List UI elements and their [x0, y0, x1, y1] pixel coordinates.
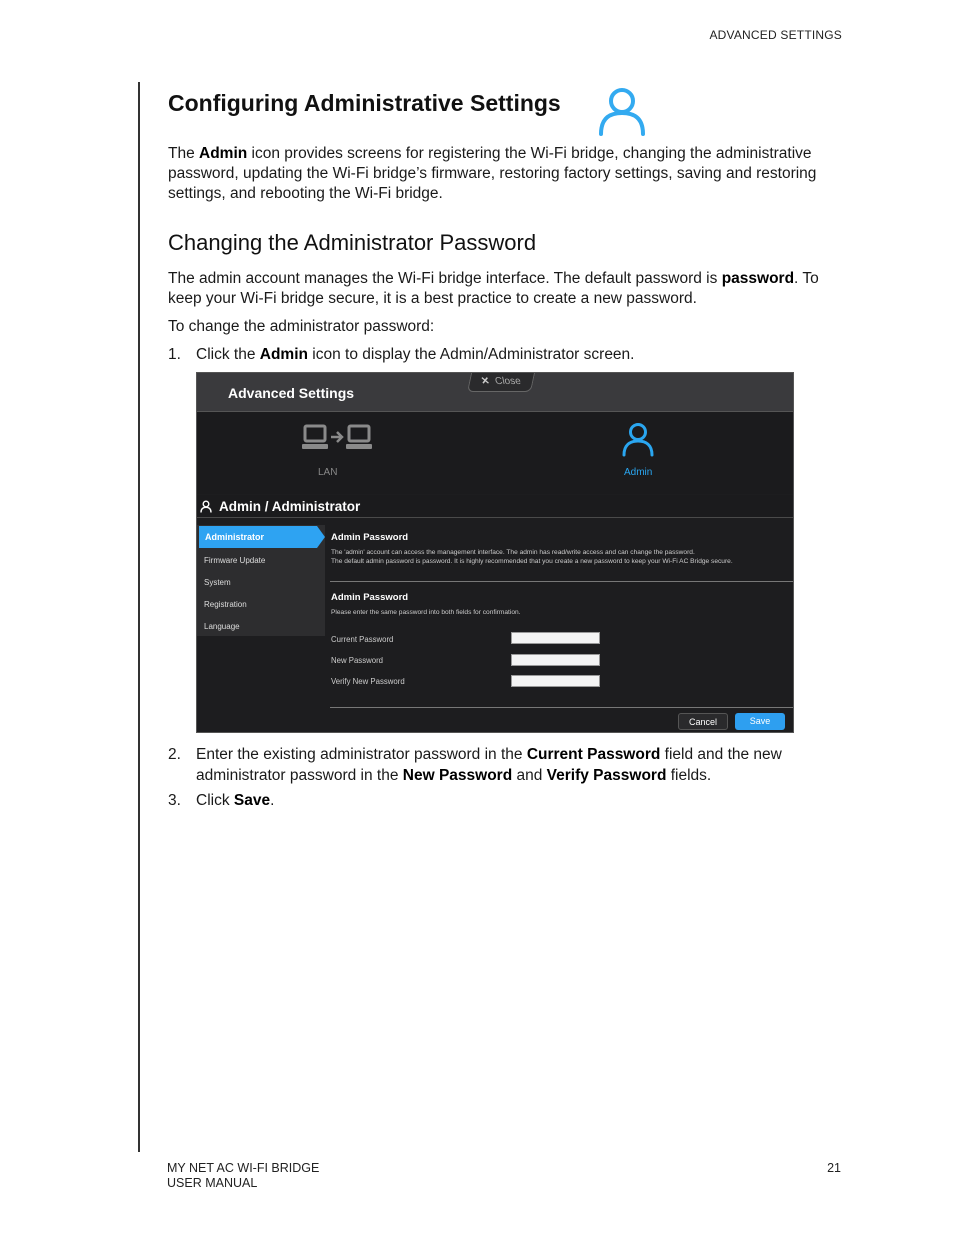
- step-bold: New Password: [402, 767, 513, 784]
- divider: [330, 707, 793, 708]
- sidebar-item-label: Administrator: [205, 532, 265, 542]
- panel-heading: Admin Password: [331, 532, 409, 543]
- verify-password-input[interactable]: [511, 675, 600, 687]
- step-text: .: [270, 792, 275, 809]
- step-bold: Admin: [259, 346, 308, 363]
- intro-bold-admin: Admin: [199, 145, 248, 162]
- step-2: [168, 744, 838, 786]
- current-password-input[interactable]: [511, 632, 600, 644]
- default-password-paragraph: [168, 269, 838, 309]
- new-password-label: New Password: [331, 656, 383, 665]
- footer-doc-name: USER MANUAL: [167, 1176, 258, 1190]
- step-text: icon to display the Admin/Administrator screen.: [307, 346, 635, 363]
- step-text: fields.: [666, 767, 712, 784]
- section-bar: [197, 495, 793, 518]
- new-password-input[interactable]: [511, 654, 600, 666]
- close-button[interactable]: [467, 373, 535, 392]
- step-bold: Verify Password: [546, 767, 667, 784]
- admin-screen-screenshot: [196, 372, 794, 733]
- divider: [330, 581, 793, 582]
- step-text: and: [512, 767, 547, 784]
- para1-text: The admin account manages the Wi-Fi bridge interface. The default password is: [168, 270, 722, 287]
- para1-bold: password: [721, 270, 795, 287]
- sidebar-active-arrow: [317, 526, 325, 548]
- step-text: Enter the existing administrator password in the: [196, 746, 527, 763]
- step-text: Click the: [196, 346, 260, 363]
- current-password-label: Current Password: [331, 635, 394, 644]
- window-header: [197, 373, 793, 412]
- admin-icon[interactable]: [621, 421, 655, 457]
- admin-label: Admin: [624, 467, 653, 478]
- cancel-button[interactable]: Cancel: [678, 713, 728, 730]
- instructions-intro: To change the administrator password:: [168, 318, 435, 335]
- sidebar-item-system[interactable]: System: [204, 578, 231, 587]
- step-bold: Current Password: [526, 746, 661, 763]
- step-3: [168, 790, 838, 811]
- verify-password-label: Verify New Password: [331, 677, 405, 686]
- window-title: Advanced Settings: [228, 385, 355, 401]
- panel-text: The default admin password is password. It is highly recommended that you create a new password to keep your Wi-Fi AC Bridge secure.: [331, 558, 733, 565]
- step-1: [168, 344, 838, 365]
- margin-rule: [138, 82, 140, 1152]
- save-button[interactable]: Save: [735, 713, 785, 730]
- step-number: 2.: [168, 746, 181, 763]
- intro-paragraph: [168, 144, 838, 204]
- panel-text: The 'admin' account can access the management interface. The admin has read/write access and can change the password.: [331, 549, 695, 556]
- intro-text-rest: icon provides screens for registering the Wi-Fi bridge, changing the administrative password, updating the Wi-Fi bridge’s firmware, restoring factory settings, saving and restoring settings, and rebooting the Wi-Fi bridge.: [168, 145, 817, 202]
- step-number: 3.: [168, 792, 181, 809]
- person-icon: [200, 500, 212, 513]
- page-number: 21: [827, 1161, 841, 1175]
- section-title: Configuring Administrative Settings: [168, 90, 561, 116]
- sidebar-item-registration[interactable]: Registration: [204, 600, 247, 609]
- section-title-admin: Admin / Administrator: [219, 499, 361, 514]
- lan-label: LAN: [318, 467, 338, 478]
- icon-bar: [197, 412, 793, 494]
- lan-icon[interactable]: [301, 423, 373, 455]
- step-bold: Save: [233, 792, 271, 809]
- step-text: and the new administrator password in the: [196, 746, 782, 784]
- intro-text: The: [168, 145, 200, 162]
- step-text: Click: [196, 792, 234, 809]
- close-label: Close: [494, 376, 523, 387]
- close-icon: ✕: [480, 376, 492, 387]
- sidebar-item-language[interactable]: Language: [204, 622, 240, 631]
- admin-person-icon: [596, 84, 648, 136]
- footer-product: [167, 1161, 319, 1191]
- footer-product-name: MY NET AC WI-FI BRIDGE: [167, 1161, 320, 1175]
- step-text: field: [660, 746, 694, 763]
- running-header: ADVANCED SETTINGS: [709, 28, 842, 42]
- form-heading: Admin Password: [331, 592, 409, 603]
- subsection-title: Changing the Administrator Password: [168, 230, 537, 255]
- para1-text-rest: . To keep your Wi-Fi bridge secure, it is a best practice to create a new password.: [168, 270, 819, 307]
- sidebar-item-firmware-update[interactable]: Firmware Update: [204, 556, 266, 565]
- form-instructions: Please enter the same password into both fields for confirmation.: [331, 609, 521, 616]
- step-number: 1.: [168, 346, 181, 363]
